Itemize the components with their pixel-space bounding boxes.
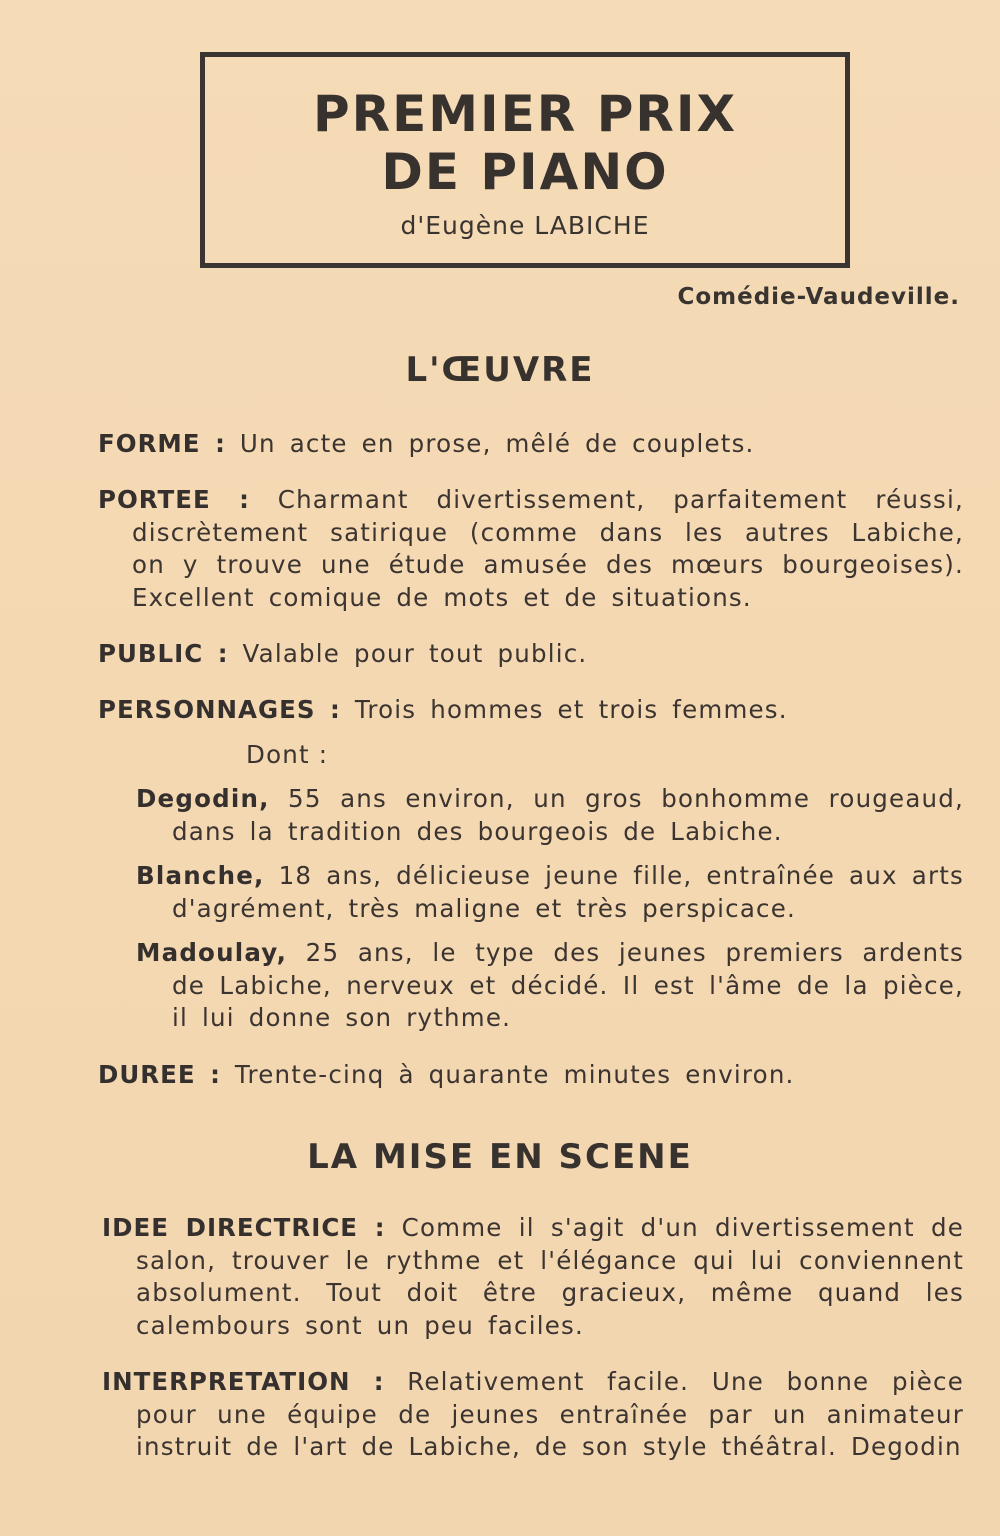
entry-label: PORTEE : bbox=[98, 485, 250, 514]
entry-forme bbox=[98, 428, 964, 461]
entry-label: FORME : bbox=[98, 429, 226, 458]
entry-label: INTERPRETATION : bbox=[102, 1367, 385, 1396]
entry-personnages bbox=[98, 694, 964, 727]
character-blanche bbox=[136, 860, 964, 925]
entry-text: Valable pour tout public. bbox=[228, 639, 588, 668]
entry-label: PUBLIC : bbox=[98, 639, 229, 668]
entry-text: Charmant divertissement, parfaitement réussi, discrètement satirique (comme dans les autres Labiche, on y trouve une étude amusée des mœurs bourgeoises). Excellent comique de mots et de situations. bbox=[132, 485, 964, 612]
character-text: 18 ans, délicieuse jeune fille, entraînée aux arts d'agrément, très maligne et très perspicace. bbox=[172, 861, 964, 923]
author-line: d'Eugène LABICHE bbox=[400, 211, 650, 240]
entry-portee bbox=[98, 484, 964, 614]
entry-text: Trois hommes et trois femmes. bbox=[340, 695, 788, 724]
character-name: Blanche, bbox=[136, 861, 265, 890]
title-frame bbox=[200, 52, 850, 268]
entry-public bbox=[98, 638, 964, 671]
entry-label: DUREE : bbox=[98, 1060, 221, 1089]
entry-interpretation bbox=[102, 1366, 964, 1464]
entry-text: Un acte en prose, mêlé de couplets. bbox=[225, 429, 755, 458]
entry-text: Trente-cinq à quarante minutes environ. bbox=[220, 1060, 795, 1089]
entry-text: Comme il s'agit d'un divertissement de salon, trouver le rythme et l'élégance qui lui conviennent absolument. Tout doit être gracieux, même quand les calembours sont un peu faciles. bbox=[136, 1213, 964, 1340]
character-name: Madoulay, bbox=[136, 938, 288, 967]
entry-label: PERSONNAGES : bbox=[98, 695, 341, 724]
character-text: 25 ans, le type des jeunes premiers ardents de Labiche, nerveux et décidé. Il est l'âme de la pièce, il lui donne son rythme. bbox=[172, 938, 964, 1032]
dont-label: Dont : bbox=[246, 740, 329, 769]
entry-idee-directrice bbox=[102, 1212, 964, 1342]
character-name: Degodin, bbox=[136, 784, 270, 813]
character-text: 55 ans environ, un gros bonhomme rougeaud, dans la tradition des bourgeois de Labiche. bbox=[172, 784, 964, 846]
entry-text: Relativement facile. Une bonne pièce pour une équipe de jeunes entraînée par un animateur instruit de l'art de Labiche, de son style théâtral. Degodin bbox=[136, 1367, 964, 1461]
character-madoulay bbox=[136, 937, 964, 1035]
section-heading-mise-en-scene: LA MISE EN SCENE bbox=[307, 1137, 693, 1177]
title-line-2: DE PIANO bbox=[381, 143, 669, 201]
title-line-1: PREMIER PRIX bbox=[312, 85, 738, 143]
genre-label: Comédie-Vaudeville. bbox=[677, 284, 960, 310]
character-degodin bbox=[136, 783, 964, 848]
entry-duree bbox=[98, 1059, 964, 1092]
section-heading-oeuvre: L'ŒUVRE bbox=[405, 350, 595, 390]
entry-label: IDEE DIRECTRICE : bbox=[102, 1213, 386, 1242]
